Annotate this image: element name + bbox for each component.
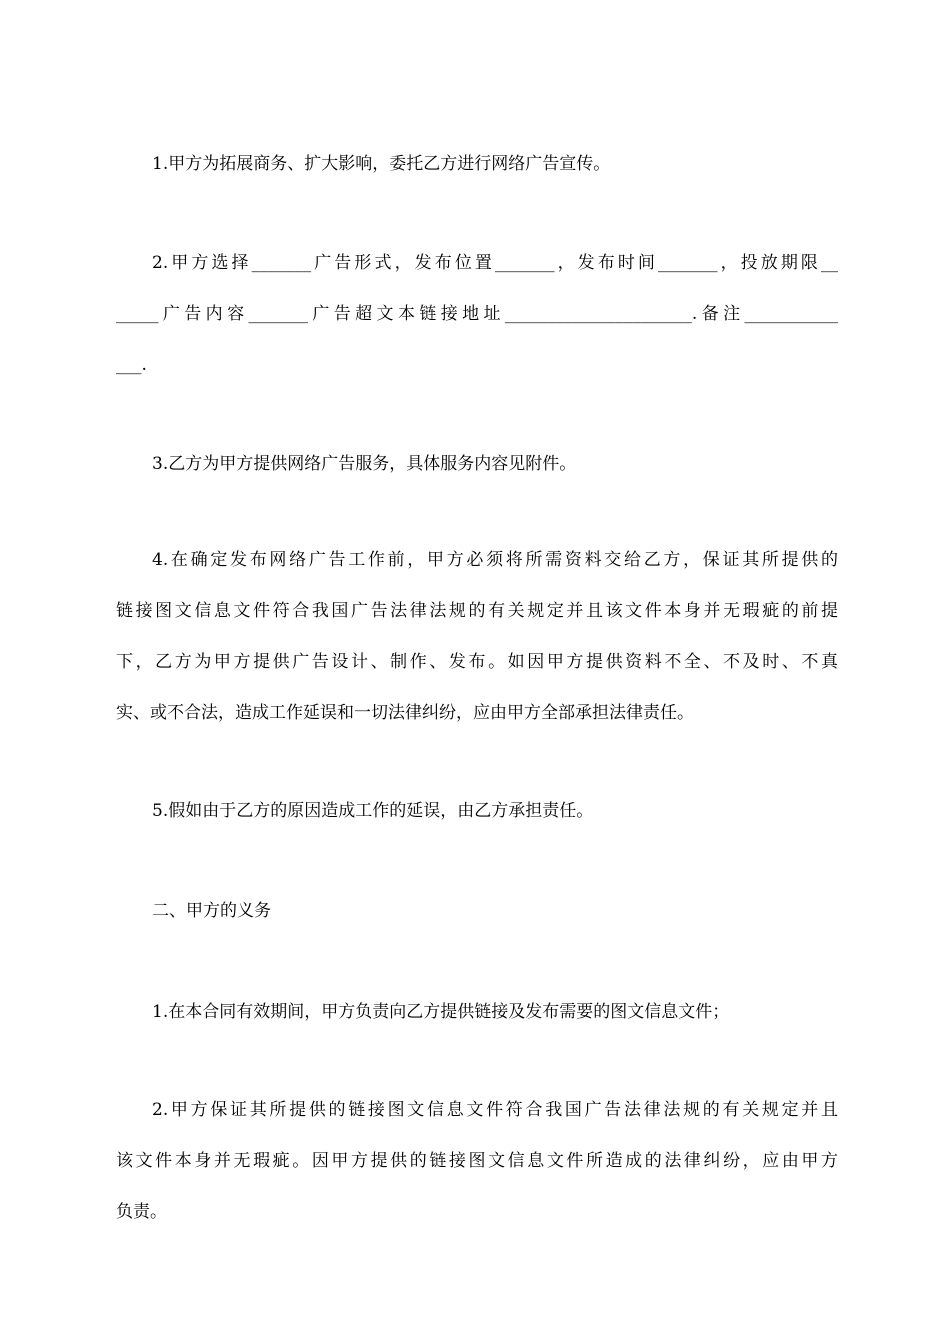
text-line: 5.假如由于乙方的原因造成工作的延误，由乙方承担责任。 — [152, 801, 594, 821]
paragraph-clause-5-delay — [116, 786, 838, 837]
text-line: 该文件本身并无瑕疵。因甲方提供的链接图文信息文件所造成的法律纠纷，应由甲方 — [116, 1151, 838, 1171]
text-line: 2.甲方选择_______广告形式，发布位置_______，发布时间_______，投放期限__ — [152, 253, 838, 273]
text-line: 链接图文信息文件符合我国广告法律法规的有关规定并且该文件本身并无瑕疵的前提 — [116, 601, 838, 621]
paragraph-clause-2-ad-details — [116, 238, 838, 391]
text-line: 1.甲方为拓展商务、扩大影响，委托乙方进行网络广告宣传。 — [152, 154, 611, 174]
text-line: 实、或不合法，造成工作延误和一切法律纠纷，应由甲方全部承担法律责任。 — [116, 703, 694, 723]
section-heading-text: 二、甲方的义务 — [152, 901, 271, 921]
paragraph-clause-1-purpose — [116, 139, 838, 190]
text-line: 下，乙方为甲方提供广告设计、制作、发布。如因甲方提供资料不全、不及时、不真 — [116, 652, 838, 672]
paragraph-clause-4-materials — [116, 535, 838, 739]
paragraph-obligation-2 — [116, 1085, 838, 1238]
text-line: ___. — [116, 355, 147, 375]
text-line: 3.乙方为甲方提供网络广告服务，具体服务内容见附件。 — [152, 454, 577, 474]
paragraph-clause-3-services — [116, 439, 838, 490]
text-line: _____广告内容_______广告超文本链接地址______________________.备注___________ — [116, 304, 838, 324]
paragraph-obligation-1 — [116, 987, 838, 1038]
text-line: 4.在确定发布网络广告工作前，甲方必须将所需资料交给乙方，保证其所提供的 — [152, 550, 838, 570]
section-heading-party-a-obligations — [116, 886, 838, 937]
text-line: 2.甲方保证其所提供的链接图文信息文件符合我国广告法律法规的有关规定并且 — [152, 1100, 838, 1120]
text-line: 负责。 — [116, 1202, 167, 1222]
text-line: 1.在本合同有效期间，甲方负责向乙方提供链接及发布需要的图文信息文件； — [152, 1002, 730, 1022]
